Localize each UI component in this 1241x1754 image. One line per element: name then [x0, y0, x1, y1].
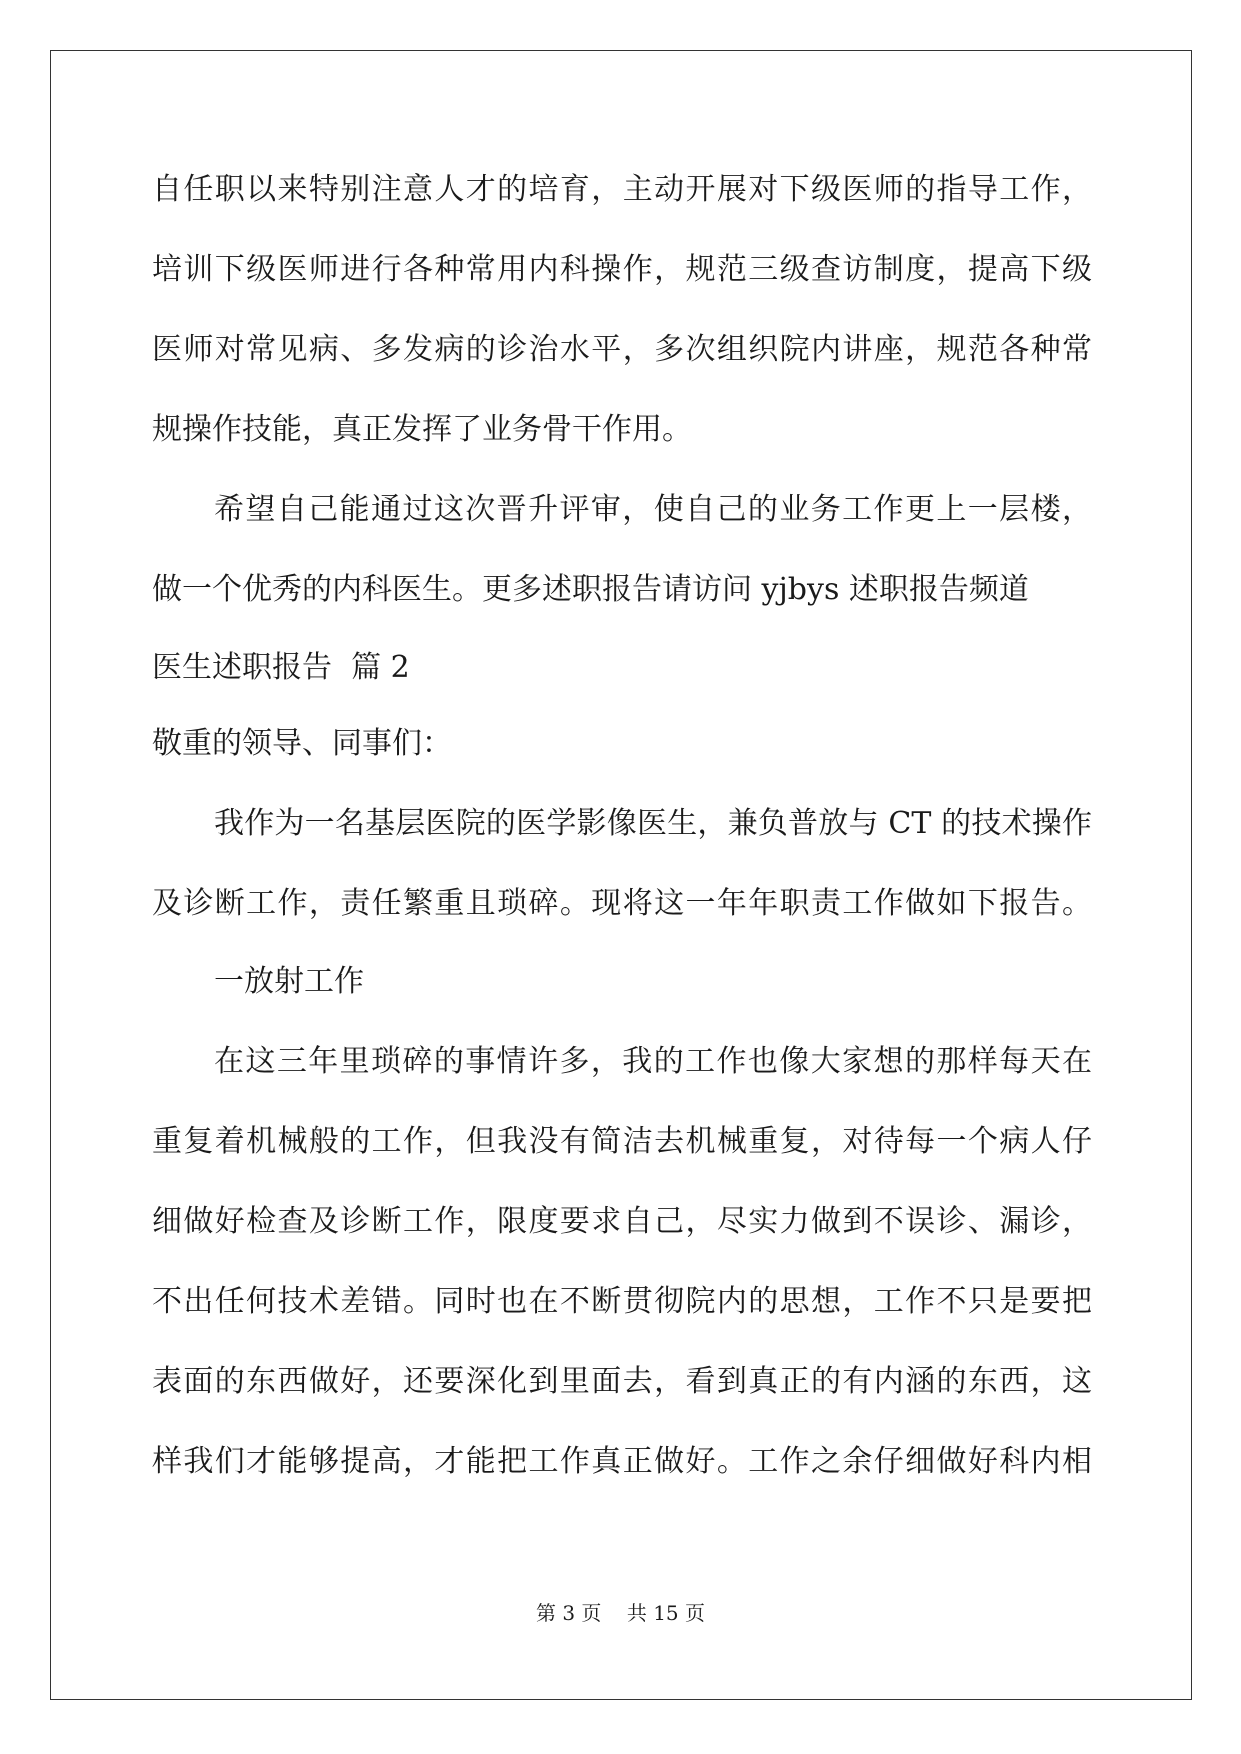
paragraph-line: 不出任何技术差错。同时也在不断贯彻院内的思想，工作不只是要把: [152, 1284, 1092, 1319]
page-number: 第 3 页 共 15 页: [535, 1601, 706, 1625]
salutation: 敬重的领导、同事们：: [152, 726, 452, 761]
paragraph-line: 培训下级医师进行各种常用内科操作，规范三级查访制度，提高下级: [152, 252, 1092, 287]
paragraph-line: 医师对常见病、多发病的诊治水平，多次组织院内讲座，规范各种常: [152, 332, 1092, 367]
paragraph-line: 我作为一名基层医院的医学影像医生，兼负普放与 CT 的技术操作: [214, 806, 1092, 841]
paragraph-line: 规操作技能，真正发挥了业务骨干作用。: [152, 412, 692, 447]
paragraph-line: 在这三年里琐碎的事情许多，我的工作也像大家想的那样每天在: [214, 1044, 1092, 1079]
paragraph-line: 样我们才能够提高，才能把工作真正做好。工作之余仔细做好科内相: [152, 1444, 1092, 1479]
paragraph-line: 细做好检查及诊断工作，限度要求自己，尽实力做到不误诊、漏诊，: [152, 1204, 1092, 1239]
paragraph-line: 表面的东西做好，还要深化到里面去，看到真正的有内涵的东西，这: [152, 1364, 1092, 1399]
paragraph-line: 做一个优秀的内科医生。更多述职报告请访问 yjbys 述职报告频道: [152, 572, 1029, 607]
section-title: 医生述职报告 篇 2: [152, 650, 410, 685]
paragraph-line: 自任职以来特别注意人才的培育，主动开展对下级医师的指导工作，: [152, 172, 1092, 207]
paragraph-line: 希望自己能通过这次晋升评审，使自己的业务工作更上一层楼，: [214, 492, 1092, 527]
subheading: 一放射工作: [214, 964, 364, 999]
paragraph-line: 重复着机械般的工作，但我没有简洁去机械重复，对待每一个病人仔: [152, 1124, 1092, 1159]
paragraph-line: 及诊断工作，责任繁重且琐碎。现将这一年年职责工作做如下报告。: [152, 886, 1092, 921]
